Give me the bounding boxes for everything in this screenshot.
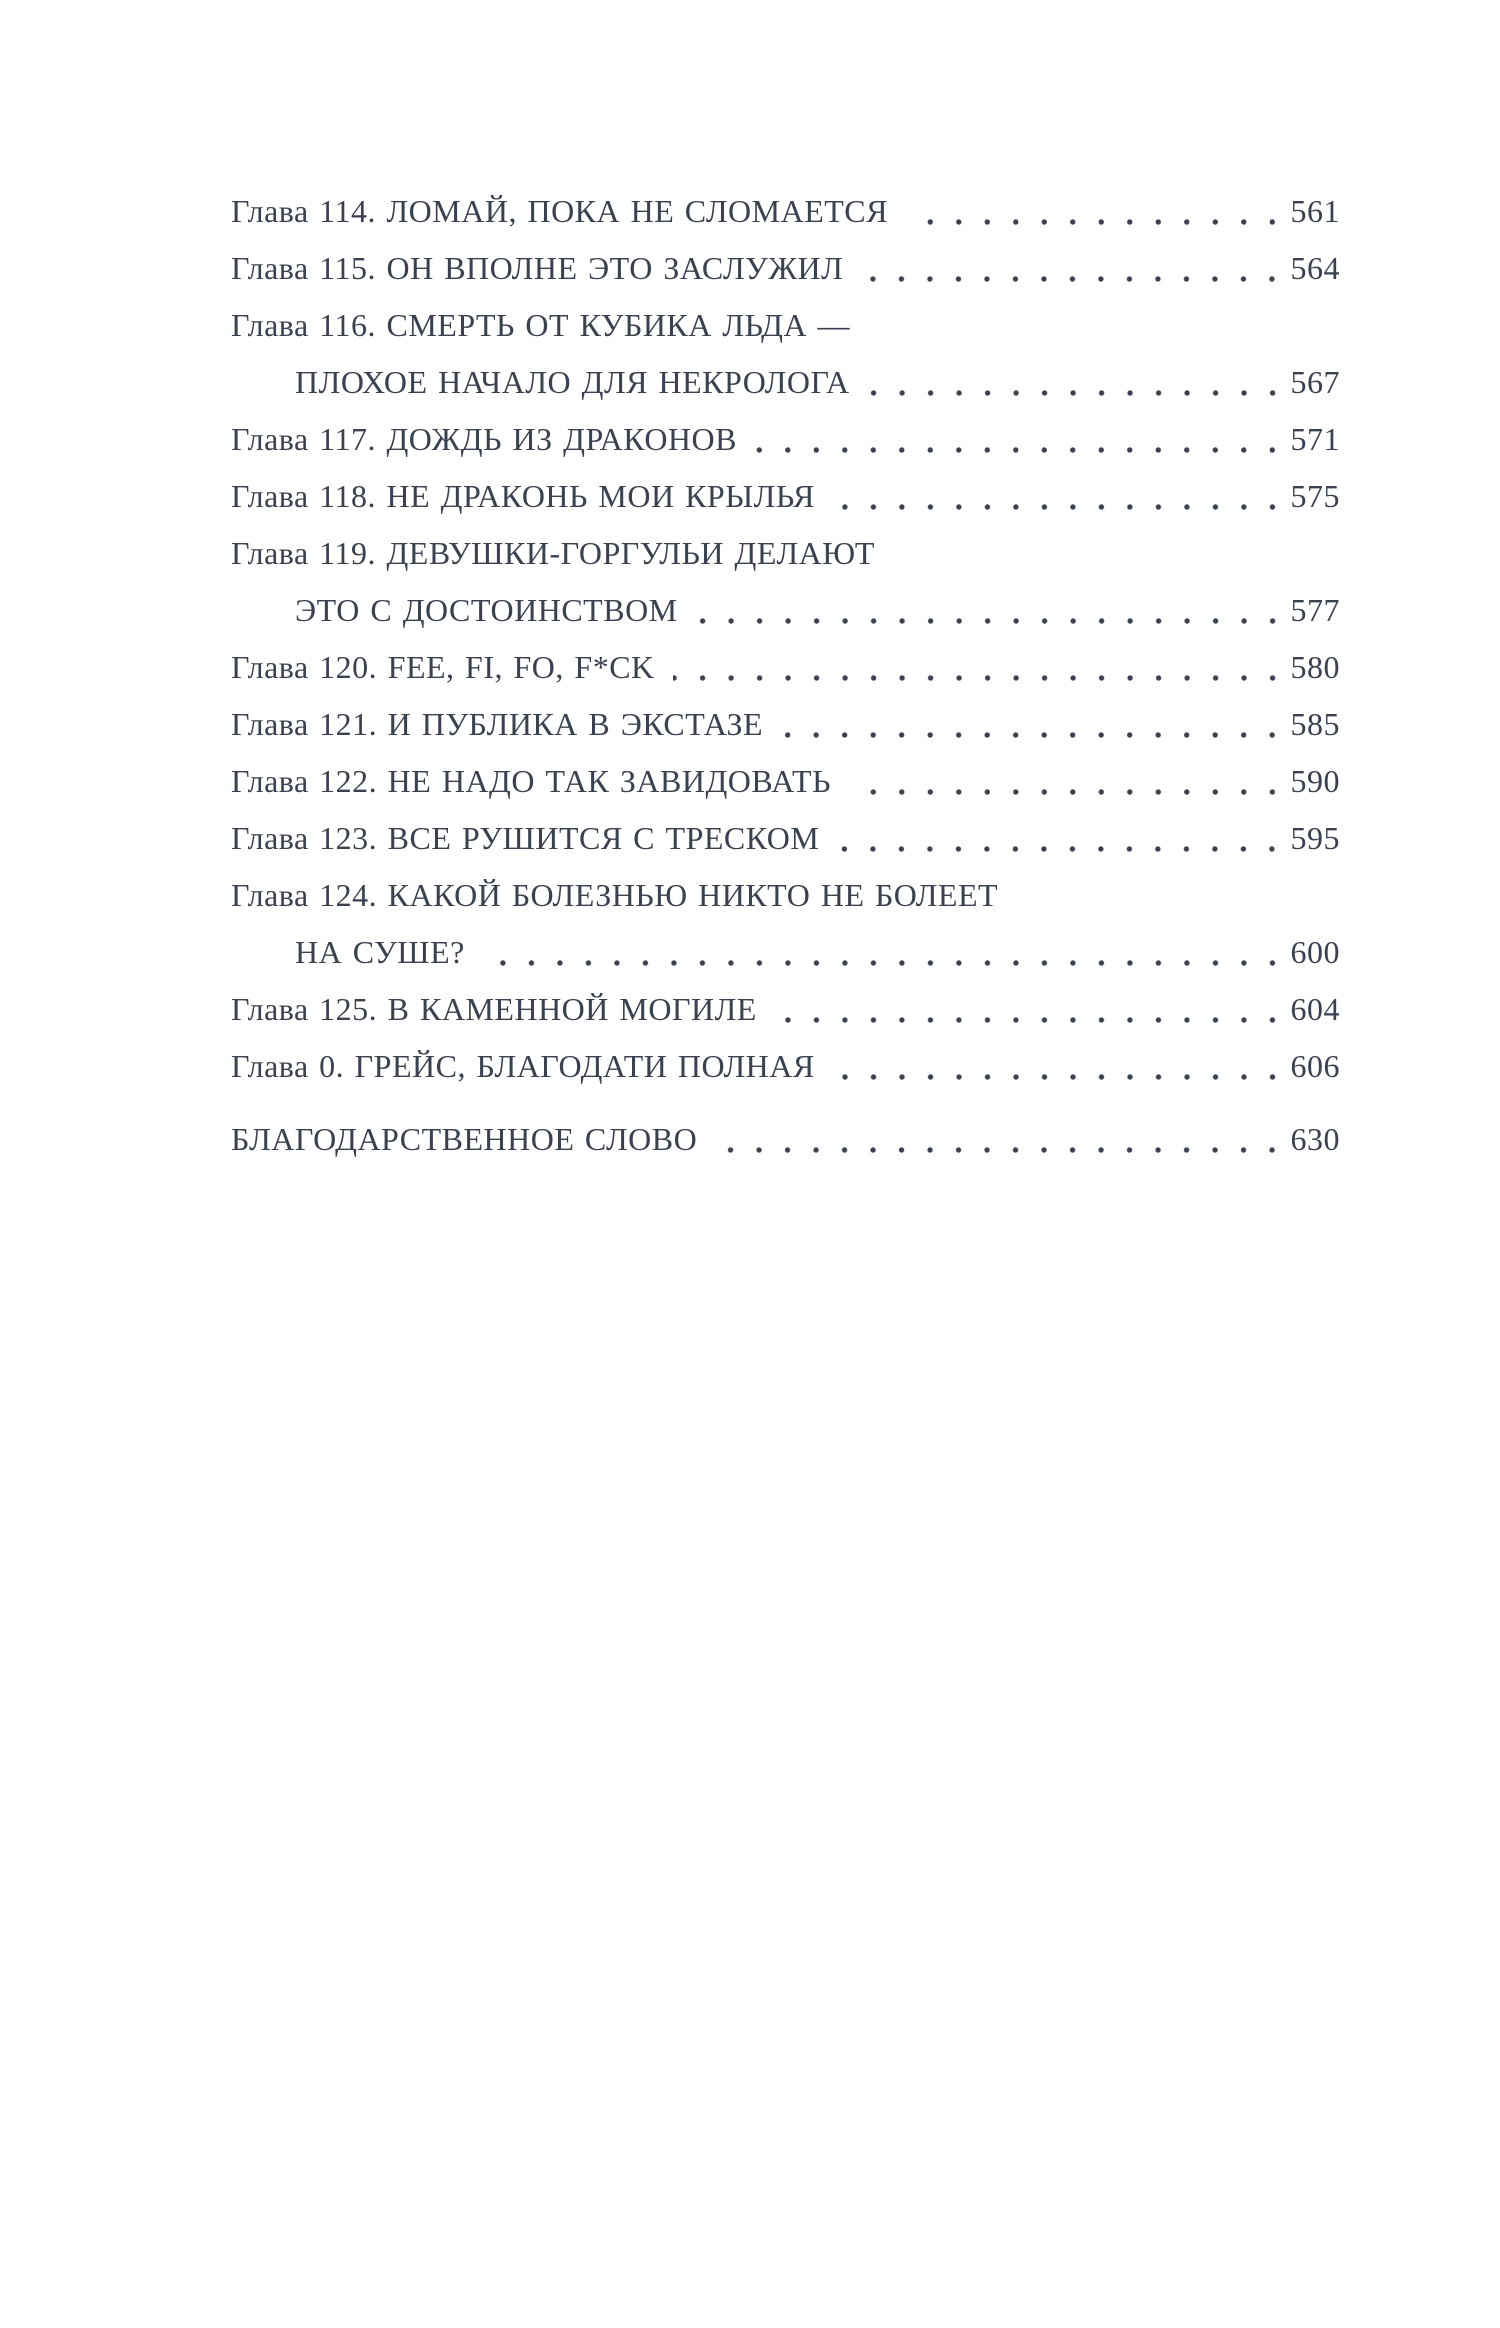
toc-entry-line: [231, 525, 1340, 582]
chapter-title: Глава 117. ДОЖДЬ ИЗ ДРАКОНОВ: [231, 421, 737, 457]
dot-leader: [868, 354, 1283, 411]
dot-leader: [861, 240, 1282, 297]
page-number: 564: [1290, 250, 1340, 286]
toc-entry-line: [231, 810, 1340, 867]
dot-leader: [755, 411, 1283, 468]
toc-entry-line: [231, 468, 1340, 525]
toc-entry-line: [231, 753, 1340, 810]
toc-entry-line: [231, 639, 1340, 696]
page-number: 595: [1290, 820, 1340, 856]
page-number: 600: [1290, 934, 1340, 970]
page-number: 575: [1290, 478, 1340, 514]
chapter-title: Глава 125. В КАМЕННОЙ МОГИЛЕ: [231, 991, 757, 1027]
chapter-title: Глава 119. ДЕВУШКИ-ГОРГУЛЬИ ДЕЛАЮТ: [231, 535, 875, 571]
dot-leader: [483, 924, 1283, 981]
page-number: 571: [1290, 421, 1340, 457]
toc-entry-line: [231, 867, 1340, 924]
page-number: 561: [1290, 193, 1340, 229]
toc-entry-continuation-line: [231, 924, 1340, 981]
toc-entry-line: [231, 1111, 1340, 1168]
chapter-title: Глава 116. СМЕРТЬ ОТ КУБИКА ЛЬДА —: [231, 307, 851, 343]
chapter-title: Глава 122. НЕ НАДО ТАК ЗАВИДОВАТЬ: [231, 763, 831, 799]
page-number: 567: [1290, 364, 1340, 400]
chapter-title: Глава 118. НЕ ДРАКОНЬ МОИ КРЫЛЬЯ: [231, 478, 815, 514]
chapter-title: Глава 124. КАКОЙ БОЛЕЗНЬЮ НИКТО НЕ БОЛЕЕТ: [231, 877, 999, 913]
toc-entry-continuation-line: [231, 354, 1340, 411]
toc-entry-line: [231, 183, 1340, 240]
dot-leader: [781, 696, 1282, 753]
chapter-title: Глава 115. ОН ВПОЛНЕ ЭТО ЗАСЛУЖИЛ: [231, 250, 844, 286]
chapter-title: Глава 121. И ПУБЛИКА В ЭКСТАЗЕ: [231, 706, 764, 742]
chapter-title-continuation: ПЛОХОЕ НАЧАЛО ДЛЯ НЕКРОЛОГА: [295, 364, 850, 400]
dot-leader: [775, 981, 1283, 1038]
page-number: 604: [1290, 991, 1340, 1027]
dot-leader: [833, 1038, 1283, 1095]
dot-leader: [696, 582, 1283, 639]
dot-leader: [906, 183, 1283, 240]
page-number: 577: [1290, 592, 1340, 628]
chapter-title-continuation: НА СУШЕ?: [295, 934, 465, 970]
page-number: 606: [1290, 1048, 1340, 1084]
toc-entry-line: [231, 696, 1340, 753]
dot-leader: [833, 468, 1283, 525]
chapter-title-continuation: ЭТО С ДОСТОИНСТВОМ: [295, 592, 678, 628]
page-number: 580: [1290, 649, 1340, 685]
toc-entry-line: [231, 240, 1340, 297]
chapter-title: Глава 123. ВСЕ РУШИТСЯ С ТРЕСКОМ: [231, 820, 820, 856]
dot-leader: [715, 1111, 1282, 1168]
toc-entry-line: [231, 1038, 1340, 1095]
toc-entry-continuation-line: [231, 582, 1340, 639]
toc-entry-line: [231, 297, 1340, 354]
dot-leader: [849, 753, 1283, 810]
dot-leader: [837, 810, 1282, 867]
chapter-title: Глава 0. ГРЕЙС, БЛАГОДАТИ ПОЛНАЯ: [231, 1048, 815, 1084]
dot-leader: [673, 639, 1283, 696]
section-title: БЛАГОДАРСТВЕННОЕ СЛОВО: [231, 1121, 698, 1157]
page-number: 590: [1290, 763, 1340, 799]
page-number: 585: [1290, 706, 1340, 742]
chapter-title: Глава 114. ЛОМАЙ, ПОКА НЕ СЛОМАЕТСЯ: [231, 193, 888, 229]
page-number: 630: [1290, 1121, 1340, 1157]
toc-entry-line: [231, 411, 1340, 468]
toc-entry-line: [231, 981, 1340, 1038]
chapter-title: Глава 120. FEE, FI, FO, F*CK: [231, 649, 655, 685]
table-of-contents: [231, 183, 1340, 1168]
